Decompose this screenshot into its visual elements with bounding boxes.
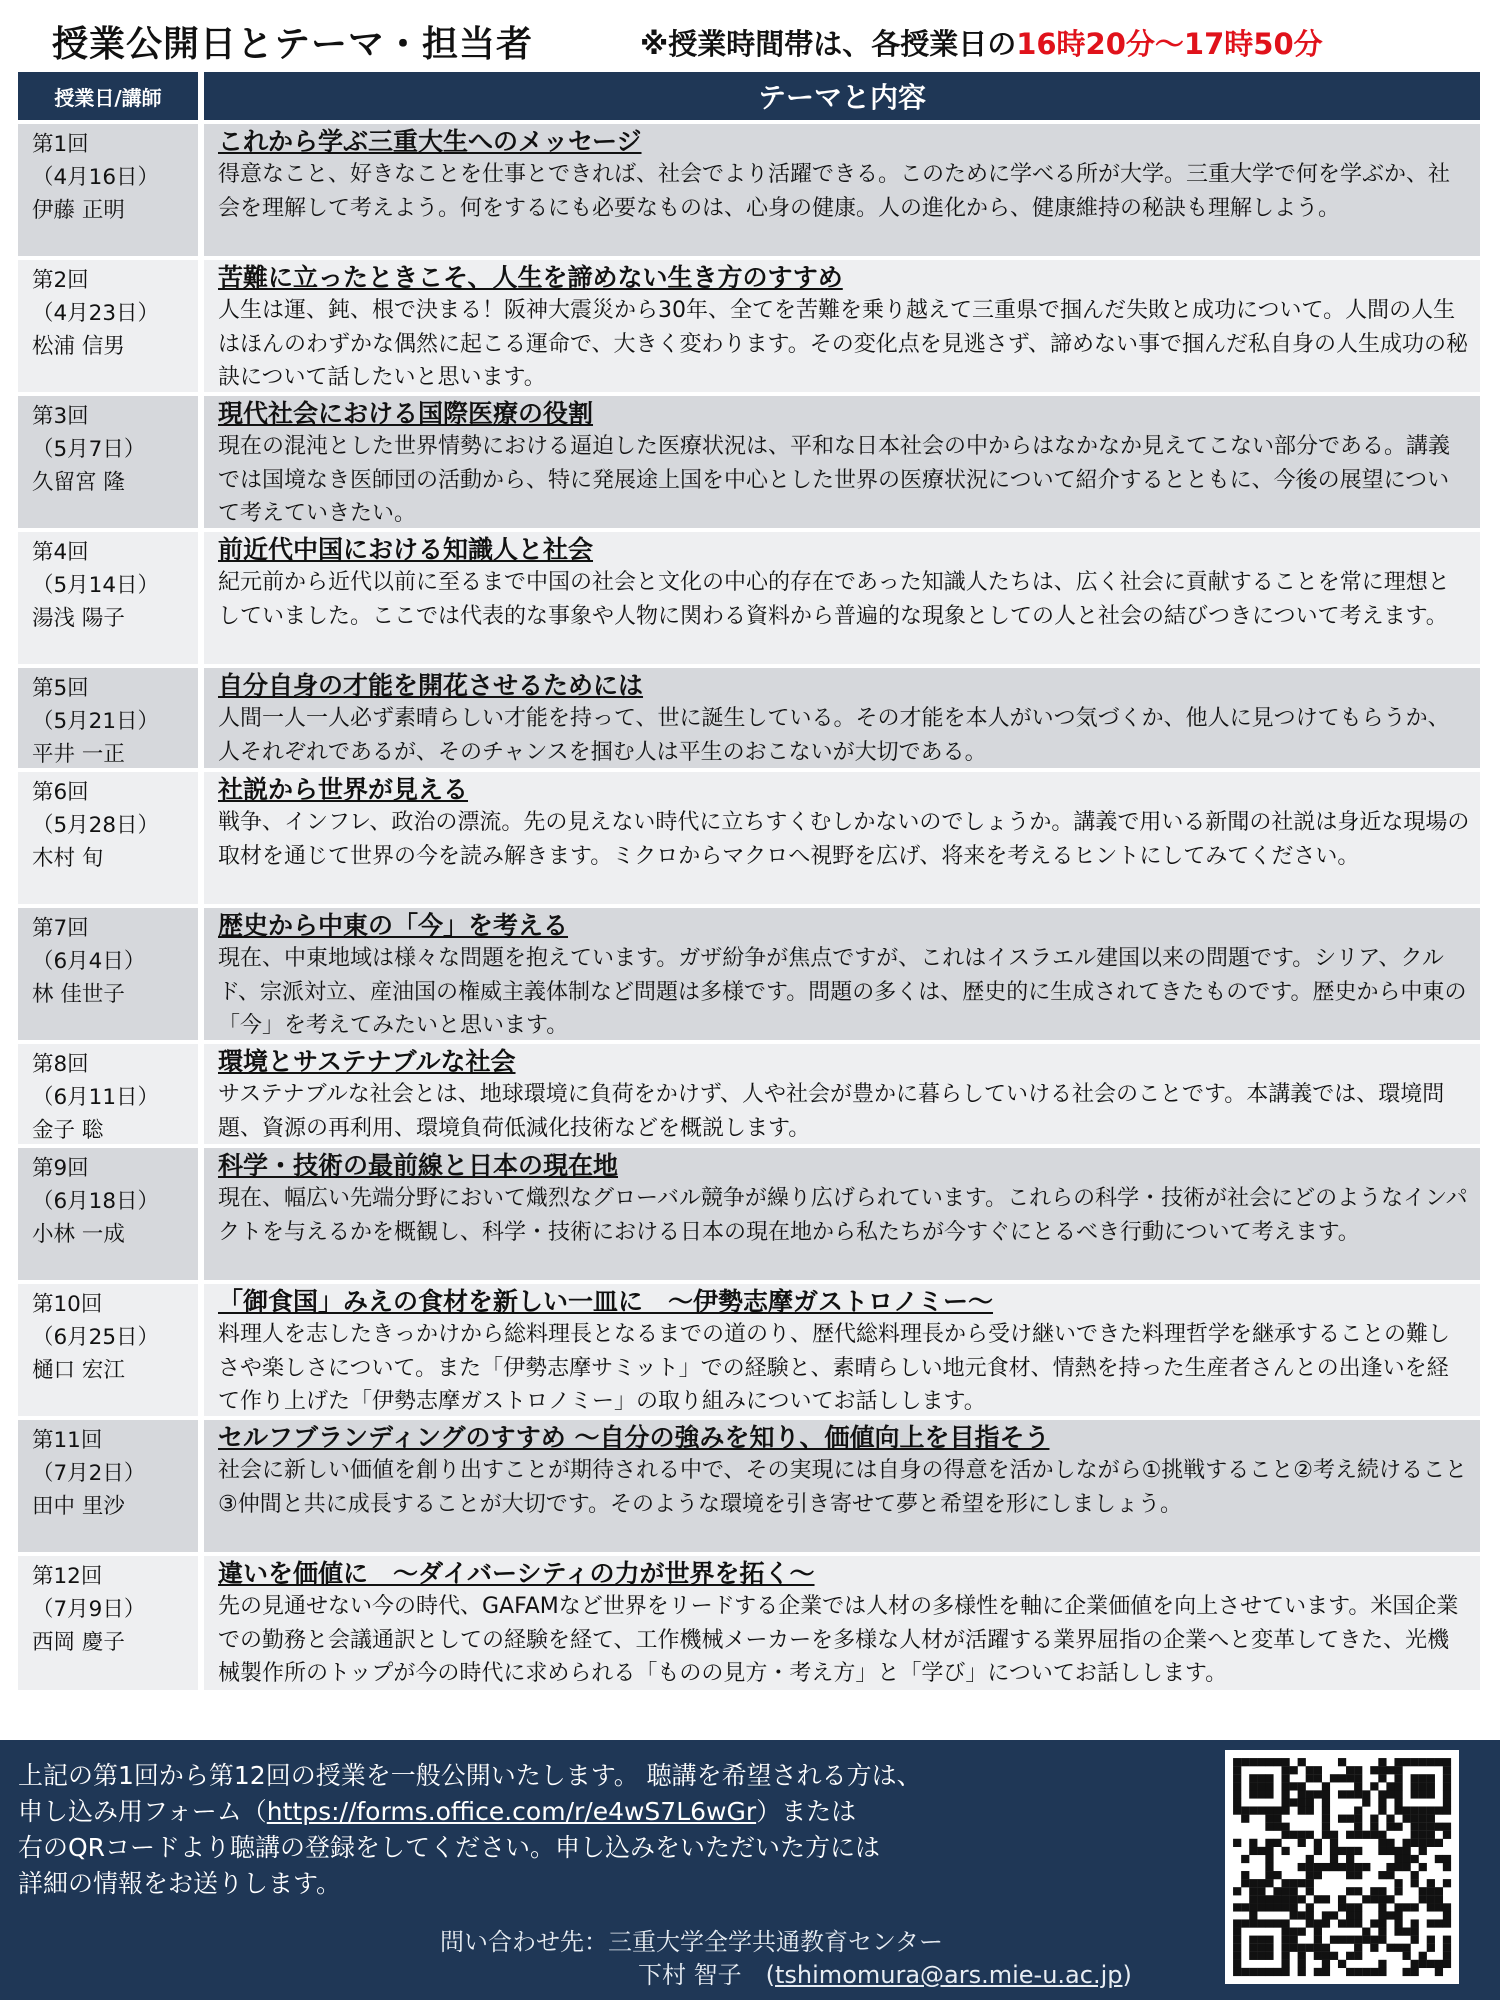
col-header-theme-content: テーマと内容: [204, 72, 1480, 120]
lecture-theme: 環境とサステナブルな社会: [218, 1047, 516, 1076]
table-row: [18, 260, 1480, 392]
table-row: [18, 1044, 1480, 1144]
lecture-description: サステナブルな社会とは、地球環境に負荷をかけず、人や社会が豊かに暮らしていける社会のことです。本講義では、環境問題、資源の再利用、環境負荷低減化技術などを概説します。: [218, 1082, 1445, 1141]
qr-code-graphic: [1225, 1750, 1459, 1984]
message-line-4: 詳細の情報をお送りします。: [18, 1869, 342, 1898]
session-number: 第12回: [32, 1564, 103, 1589]
row-info: [18, 1284, 198, 1416]
lecture-theme: 違いを価値に ～ダイバーシティの力が世界を拓く～: [218, 1559, 815, 1588]
table-row: [18, 124, 1480, 256]
row-content: [204, 396, 1480, 528]
row-content: [204, 124, 1480, 256]
row-content: [204, 1044, 1480, 1144]
session-number: 第7回: [32, 916, 89, 941]
lecture-description: 料理人を志したきっかけから総料理長となるまでの道のり、歴代総料理長から受け継いできた料理哲学を継承することの難しさや楽しさについて。また「伊勢志摩サミット」での経験と、素晴らしい地元食材、情熱を持った生産者さんとの出逢いを経て作り上げた「伊勢志摩ガストロノミー」の取り組みについてお話しします。: [218, 1322, 1451, 1414]
lecturer-name: 金子 聡: [32, 1118, 104, 1143]
row-content: [204, 260, 1480, 392]
session-date: （7月2日）: [32, 1461, 146, 1486]
lecturer-name: 林 佳世子: [32, 982, 125, 1007]
row-info: [18, 532, 198, 664]
contact-name: 下村 智子: [638, 1961, 742, 1989]
session-date: （5月28日）: [32, 813, 160, 838]
lecture-description: 現在、幅広い先端分野において熾烈なグローバル競争が繰り広げられています。これらの科学・技術が社会にどのようなインパクトを与えるかを概観し、科学・技術における日本の現在地から私たちが今すぐにとるべき行動について考えます。: [218, 1186, 1468, 1245]
lecture-description: 紀元前から近代以前に至るまで中国の社会と文化の中心的存在であった知識人たちは、広く社会に貢献することを常に理想としていました。ここでは代表的な事象や人物に関わる資料から普遍的な現象としての人と社会の結びつきについて考えます。: [218, 570, 1450, 629]
session-number: 第10回: [32, 1292, 103, 1317]
row-info: [18, 1148, 198, 1280]
lecture-theme: 自分自身の才能を開花させるためには: [218, 671, 644, 700]
row-info: [18, 668, 198, 768]
schedule-table: [18, 72, 1480, 1694]
message-line-2: [18, 1794, 1198, 1830]
lecture-description: 戦争、インフレ、政治の漂流。先の見えない時代に立ちすくむしかないのでしょうか。講義で用いる新聞の社説は身近な現場の取材を通じて世界の今を読み解きます。ミクロからマクロへ視野を広げ、将来を考えるヒントにしてみてください。: [218, 810, 1470, 869]
message-line-1: 上記の第1回から第12回の授業を一般公開いたします。 聴講を希望される方は、: [18, 1761, 922, 1790]
contact-line-2: 下村 智子 (tshimomura@ars.mie-u.ac.jp): [638, 1961, 1132, 1989]
lecture-theme: 「御食国」みえの食材を新しい一皿に ～伊勢志摩ガストロノミー～: [218, 1287, 994, 1316]
time-note: [640, 22, 1323, 63]
lecturer-name: 木村 旬: [32, 846, 104, 871]
row-info: [18, 396, 198, 528]
table-header: [18, 72, 1480, 120]
lecturer-name: 松浦 信男: [32, 334, 125, 359]
session-number: 第6回: [32, 780, 89, 805]
table-row: [18, 668, 1480, 768]
session-number: 第1回: [32, 132, 89, 157]
lecture-theme: セルフブランディングのすすめ ～自分の強みを知り、価値向上を目指そう: [218, 1423, 1050, 1452]
registration-message: [18, 1758, 1198, 1902]
session-number: 第4回: [32, 540, 89, 565]
lecture-description: 現在の混沌とした世界情勢における逼迫した医療状況は、平和な日本社会の中からはなかなか見えてこない部分である。講義では国境なき医師団の活動から、特に発展途上国を中心とした世界の医療状況について紹介するとともに、今後の展望について考えていきたい。: [218, 434, 1451, 526]
lecture-theme: 前近代中国における知識人と社会: [218, 535, 594, 564]
lecturer-name: 平井 一正: [32, 742, 125, 767]
table-row: [18, 772, 1480, 904]
contact-email-link[interactable]: tshimomura@ars.mie-u.ac.jp: [775, 1961, 1123, 1989]
row-info: [18, 772, 198, 904]
row-content: [204, 532, 1480, 664]
lecture-theme: 現代社会における国際医療の役割: [218, 399, 594, 428]
lecturer-name: 樋口 宏江: [32, 1358, 125, 1383]
lecture-description: 社会に新しい価値を創り出すことが期待される中で、その実現には自身の得意を活かしながら①挑戦すること②考え続けること③仲間と共に成長することが大切です。そのような環境を引き寄せて夢と希望を形にしましょう。: [218, 1458, 1468, 1517]
message-line-3: 右のQRコードより聴講の登録をしてください。申し込みをいただいた方には: [18, 1833, 881, 1862]
lecturer-name: 湯浅 陽子: [32, 606, 125, 631]
session-date: （7月9日）: [32, 1597, 146, 1622]
row-content: [204, 1148, 1480, 1280]
registration-form-link[interactable]: https://forms.office.com/r/e4wS7L6wGr: [266, 1797, 757, 1826]
lecture-description: 得意なこと、好きなことを仕事とできれば、社会でより活躍できる。このために学べる所が大学。三重大学で何を学ぶか、社会を理解して考えよう。何をするにも必要なものは、心身の健康。人の進化から、健康維持の秘訣も理解しよう。: [218, 162, 1451, 221]
contact-info: [440, 1926, 1132, 1992]
row-content: [204, 1420, 1480, 1552]
lecture-theme: 科学・技術の最前線と日本の現在地: [218, 1151, 619, 1180]
lecture-theme: 社説から世界が見える: [218, 775, 469, 804]
table-row: [18, 1420, 1480, 1552]
table-row: [18, 532, 1480, 664]
session-date: （6月11日）: [32, 1085, 160, 1110]
row-content: [204, 772, 1480, 904]
time-note-prefix: ※授業時間帯は、各授業日の: [640, 27, 1017, 61]
time-note-time: 16時20分～17時50分: [1016, 27, 1323, 61]
row-info: [18, 1556, 198, 1690]
lecturer-name: 伊藤 正明: [32, 198, 125, 223]
lecture-description: 現在、中東地域は様々な問題を抱えています。ガザ紛争が焦点ですが、これはイスラエル建国以来の問題です。シリア、クルド、宗派対立、産油国の権威主義体制など問題は多様です。問題の多くは、歴史的に生成されてきたものです。歴史から中東の「今」を考えてみたいと思います。: [218, 946, 1467, 1038]
row-info: [18, 1044, 198, 1144]
page-title: 授業公開日とテーマ・担当者: [52, 24, 534, 65]
lecturer-name: 久留宮 隆: [32, 470, 125, 495]
table-row: [18, 1148, 1480, 1280]
session-number: 第11回: [32, 1428, 103, 1453]
session-date: （6月18日）: [32, 1189, 160, 1214]
row-info: [18, 1420, 198, 1552]
table-row: [18, 396, 1480, 528]
row-info: [18, 908, 198, 1040]
message-line-2-prefix: 申し込み用フォーム（: [18, 1797, 267, 1826]
session-date: （6月25日）: [32, 1325, 160, 1350]
session-date: （5月21日）: [32, 709, 160, 734]
page-header: [0, 0, 1500, 72]
session-number: 第8回: [32, 1052, 89, 1077]
session-number: 第9回: [32, 1156, 89, 1181]
session-date: （4月23日）: [32, 301, 160, 326]
row-content: [204, 668, 1480, 768]
table-row: [18, 1556, 1480, 1690]
row-info: [18, 260, 198, 392]
session-date: （4月16日）: [32, 165, 160, 190]
lecturer-name: 西岡 慶子: [32, 1630, 125, 1655]
col-header-date-lecturer: 授業日/講師: [18, 72, 198, 120]
lecturer-name: 田中 里沙: [32, 1494, 125, 1519]
qr-code-icon[interactable]: [1225, 1750, 1459, 1984]
session-number: 第3回: [32, 404, 89, 429]
session-number: 第2回: [32, 268, 89, 293]
session-date: （5月14日）: [32, 573, 160, 598]
session-date: （5月7日）: [32, 437, 146, 462]
row-content: [204, 1284, 1480, 1416]
row-info: [18, 124, 198, 256]
lecture-description: 人間一人一人必ず素晴らしい才能を持って、世に誕生している。その才能を本人がいつ気づくか、他人に見つけてもらうか、人それぞれであるが、そのチャンスを掴む人は平生のおこないが大切である。: [218, 706, 1450, 765]
row-content: [204, 908, 1480, 1040]
session-date: （6月4日）: [32, 949, 146, 974]
message-line-2-suffix: ）または: [756, 1797, 857, 1826]
session-number: 第5回: [32, 676, 89, 701]
row-content: [204, 1556, 1480, 1690]
table-row: [18, 1284, 1480, 1416]
lecture-description: 先の見通せない今の時代、GAFAMなど世界をリードする企業では人材の多様性を軸に企業価値を向上させています。米国企業での勤務と会議通訳としての経験を経て、工作機械メーカーを多様な人材が活躍する業界屈指の企業へと変革してきた、光機械製作所のトップが今の時代に求められる「ものの見方・考え方」と「学び」についてお話しします。: [218, 1594, 1459, 1686]
contact-label: 問い合わせ先：三重大学全学共通教育センター: [440, 1928, 944, 1956]
lecture-theme: 苦難に立ったときこそ、人生を諦めない生き方のすすめ: [218, 263, 843, 292]
lecturer-name: 小林 一成: [32, 1222, 125, 1247]
table-row: [18, 908, 1480, 1040]
lecture-description: 人生は運、鈍、根で決まる！阪神大震災から30年、全てを苦難を乗り越えて三重県で掴んだ失敗と成功について。人間の人生はほんのわずかな偶然に起こる運命で、大きく変わります。その変化点を見逃さず、諦めない事で掴んだ私自身の人生成功の秘訣について話したいと思います。: [218, 298, 1469, 390]
lecture-theme: 歴史から中東の「今」を考える: [218, 911, 569, 940]
lecture-theme: これから学ぶ三重大生へのメッセージ: [218, 127, 642, 156]
